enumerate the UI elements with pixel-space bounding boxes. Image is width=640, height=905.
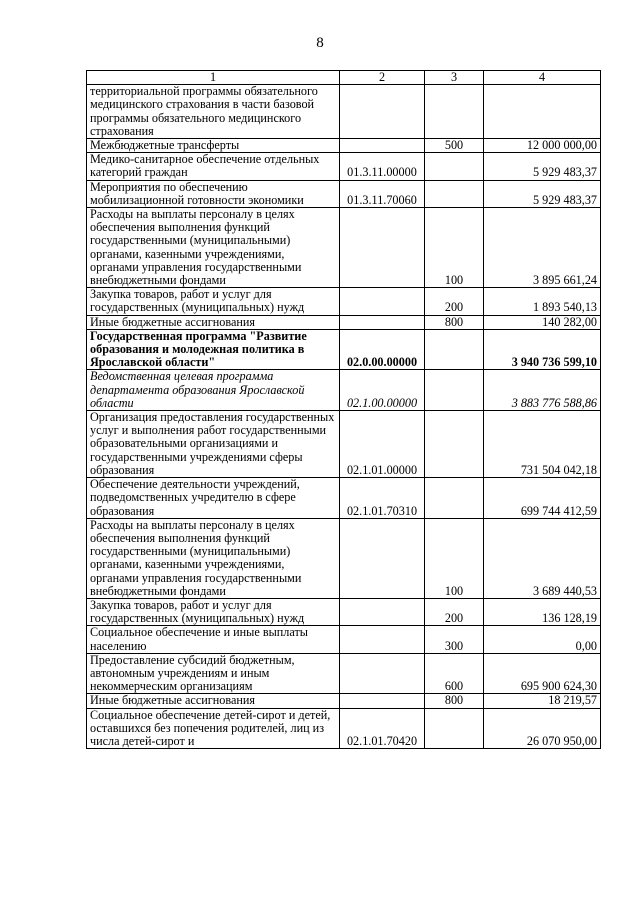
row-amount-cell: 26 070 950,00: [484, 708, 601, 749]
table-row: [87, 478, 601, 519]
table-row: [87, 708, 601, 749]
page-number: 8: [316, 35, 324, 51]
row-amount-cell: 136 128,19: [484, 598, 601, 625]
row-amount-cell: 3 689 440,53: [484, 518, 601, 598]
row-code-cell: 02.0.00.00000: [340, 329, 425, 370]
row-code-cell: 02.1.01.70310: [340, 478, 425, 519]
row-expense-type-cell: 200: [425, 598, 484, 625]
row-name-cell: Расходы на выплаты персоналу в целях обеспечения выполнения функций государственными (муниципальными) органами, казенными учреждениями, органами управления государственными внебюджетными фондами: [87, 518, 340, 598]
table-row: [87, 153, 601, 180]
table-row: [87, 694, 601, 708]
budget-table: [86, 70, 601, 749]
row-expense-type-cell: 200: [425, 288, 484, 315]
row-amount-cell: 731 504 042,18: [484, 411, 601, 478]
row-amount-cell: 140 282,00: [484, 315, 601, 329]
header-col-2: 2: [340, 71, 425, 85]
row-name-cell: Медико-санитарное обеспечение отдельных категорий граждан: [87, 153, 340, 180]
row-amount-cell: 699 744 412,59: [484, 478, 601, 519]
row-amount-cell: 5 929 483,37: [484, 153, 601, 180]
row-amount-cell: 695 900 624,30: [484, 653, 601, 694]
row-amount-cell: 1 893 540,13: [484, 288, 601, 315]
row-name-cell: Иные бюджетные ассигнования: [87, 315, 340, 329]
row-amount-cell: 5 929 483,37: [484, 180, 601, 207]
table-row: [87, 180, 601, 207]
table-row: [87, 518, 601, 598]
row-expense-type-cell: [425, 329, 484, 370]
row-name-cell: Обеспечение деятельности учреждений, подведомственных учредителю в сфере образования: [87, 478, 340, 519]
row-code-cell: [340, 85, 425, 139]
row-code-cell: 01.3.11.70060: [340, 180, 425, 207]
row-expense-type-cell: 800: [425, 315, 484, 329]
row-expense-type-cell: [425, 85, 484, 139]
row-name-cell: Межбюджетные трансферты: [87, 139, 340, 153]
row-name-cell: Закупка товаров, работ и услуг для государственных (муниципальных) нужд: [87, 598, 340, 625]
table-row: [87, 315, 601, 329]
row-expense-type-cell: [425, 370, 484, 411]
header-col-3: 3: [425, 71, 484, 85]
table-header-row: [87, 71, 601, 85]
row-code-cell: [340, 653, 425, 694]
row-amount-cell: 3 895 661,24: [484, 208, 601, 288]
header-col-1: 1: [87, 71, 340, 85]
row-code-cell: [340, 626, 425, 653]
row-code-cell: 01.3.11.00000: [340, 153, 425, 180]
row-amount-cell: [484, 85, 601, 139]
row-code-cell: [340, 598, 425, 625]
row-code-cell: 02.1.00.00000: [340, 370, 425, 411]
row-name-cell: Мероприятия по обеспечению мобилизационной готовности экономики: [87, 180, 340, 207]
table-row: [87, 653, 601, 694]
row-code-cell: [340, 518, 425, 598]
row-name-cell: Расходы на выплаты персоналу в целях обеспечения выполнения функций государственными (муниципальными) органами, казенными учреждениями, органами управления государственными внебюджетными фондами: [87, 208, 340, 288]
row-name-cell: Социальное обеспечение и иные выплаты населению: [87, 626, 340, 653]
table-row: [87, 411, 601, 478]
header-col-4: 4: [484, 71, 601, 85]
row-code-cell: 02.1.01.00000: [340, 411, 425, 478]
row-expense-type-cell: 500: [425, 139, 484, 153]
row-code-cell: [340, 288, 425, 315]
table-row: [87, 85, 601, 139]
table-row: [87, 329, 601, 370]
row-expense-type-cell: 100: [425, 518, 484, 598]
row-code-cell: 02.1.01.70420: [340, 708, 425, 749]
row-name-cell: Социальное обеспечение детей-сирот и детей, оставшихся без попечения родителей, лиц из числа детей-сирот и: [87, 708, 340, 749]
table-row: [87, 288, 601, 315]
row-expense-type-cell: [425, 708, 484, 749]
row-expense-type-cell: [425, 411, 484, 478]
row-amount-cell: 3 940 736 599,10: [484, 329, 601, 370]
row-name-cell: Государственная программа "Развитие образования и молодежная политика в Ярославской области": [87, 329, 340, 370]
table-row: [87, 626, 601, 653]
row-code-cell: [340, 315, 425, 329]
row-expense-type-cell: [425, 180, 484, 207]
row-expense-type-cell: 800: [425, 694, 484, 708]
row-name-cell: территориальной программы обязательного медицинского страхования в части базовой программы обязательного медицинского страхования: [87, 85, 340, 139]
row-expense-type-cell: 100: [425, 208, 484, 288]
row-expense-type-cell: [425, 478, 484, 519]
row-code-cell: [340, 208, 425, 288]
row-amount-cell: 18 219,57: [484, 694, 601, 708]
row-code-cell: [340, 139, 425, 153]
row-expense-type-cell: [425, 153, 484, 180]
row-name-cell: Ведомственная целевая программа департамента образования Ярославской области: [87, 370, 340, 411]
table-body: [87, 85, 601, 749]
table-row: [87, 370, 601, 411]
table-row: [87, 139, 601, 153]
row-expense-type-cell: 600: [425, 653, 484, 694]
table-row: [87, 208, 601, 288]
row-name-cell: Закупка товаров, работ и услуг для государственных (муниципальных) нужд: [87, 288, 340, 315]
row-name-cell: Организация предоставления государственных услуг и выполнения работ государственными образовательными организациями и государственными учреждениями сферы образования: [87, 411, 340, 478]
row-amount-cell: 0,00: [484, 626, 601, 653]
row-name-cell: Предоставление субсидий бюджетным, автономным учреждениям и иным некоммерческим организациям: [87, 653, 340, 694]
row-expense-type-cell: 300: [425, 626, 484, 653]
row-amount-cell: 3 883 776 588,86: [484, 370, 601, 411]
row-code-cell: [340, 694, 425, 708]
row-amount-cell: 12 000 000,00: [484, 139, 601, 153]
table-row: [87, 598, 601, 625]
row-name-cell: Иные бюджетные ассигнования: [87, 694, 340, 708]
